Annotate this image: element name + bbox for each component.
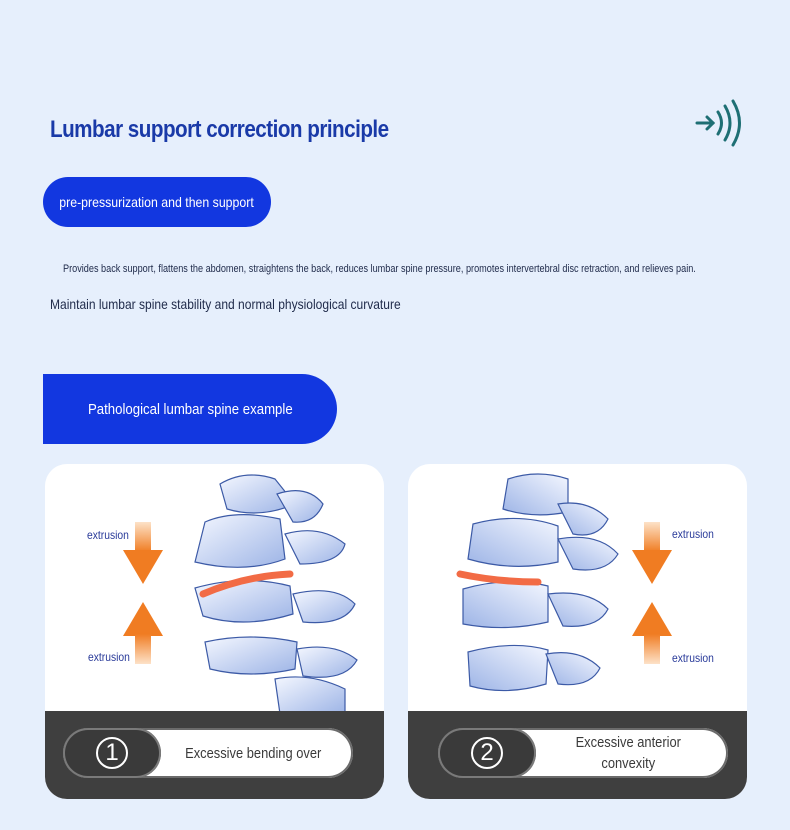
pathological-example-label: Pathological lumbar spine example [87,400,293,418]
caption-excessive-bending: Excessive bending over [184,744,322,762]
sound-wave-icon [693,96,749,150]
pre-pressurization-label: pre-pressurization and then support [59,194,255,210]
lumbar-spine-illustration [45,464,384,714]
extrusion-label-bottom: extrusion [88,650,130,664]
number-one: 1 [96,737,128,769]
pathological-example-tab [43,374,337,444]
caption-pill [438,728,728,778]
principle-description: Provides back support, flattens the abdomen, straightens the back, reduces lumbar spine pressure, promotes intervertebral disc retraction, and relieves pain. [63,263,696,275]
caption-excessive-anterior: Excessive anterior [575,734,681,751]
extrusion-label-bottom: extrusion [672,651,714,665]
example-card-convexity [408,464,747,799]
example-card-bending [45,464,384,799]
stability-subline: Maintain lumbar spine stability and normal physiological curvature [50,296,401,312]
down-arrow-icon [123,522,163,584]
pre-pressurization-pill [43,177,271,227]
up-arrow-icon [632,602,672,664]
caption-text [538,728,718,778]
number-badge [438,728,536,778]
card-caption-bar [408,711,747,799]
number-badge [63,728,161,778]
number-two: 2 [471,737,503,769]
caption-convexity: convexity [601,755,655,772]
caption-pill [63,728,353,778]
extrusion-label-top: extrusion [87,528,129,542]
card-caption-bar [45,711,384,799]
caption-text [163,728,343,778]
down-arrow-icon [632,522,672,584]
page-title: Lumbar support correction principle [50,116,389,143]
extrusion-label-top: extrusion [672,527,714,541]
lumbar-spine-illustration [408,464,747,714]
